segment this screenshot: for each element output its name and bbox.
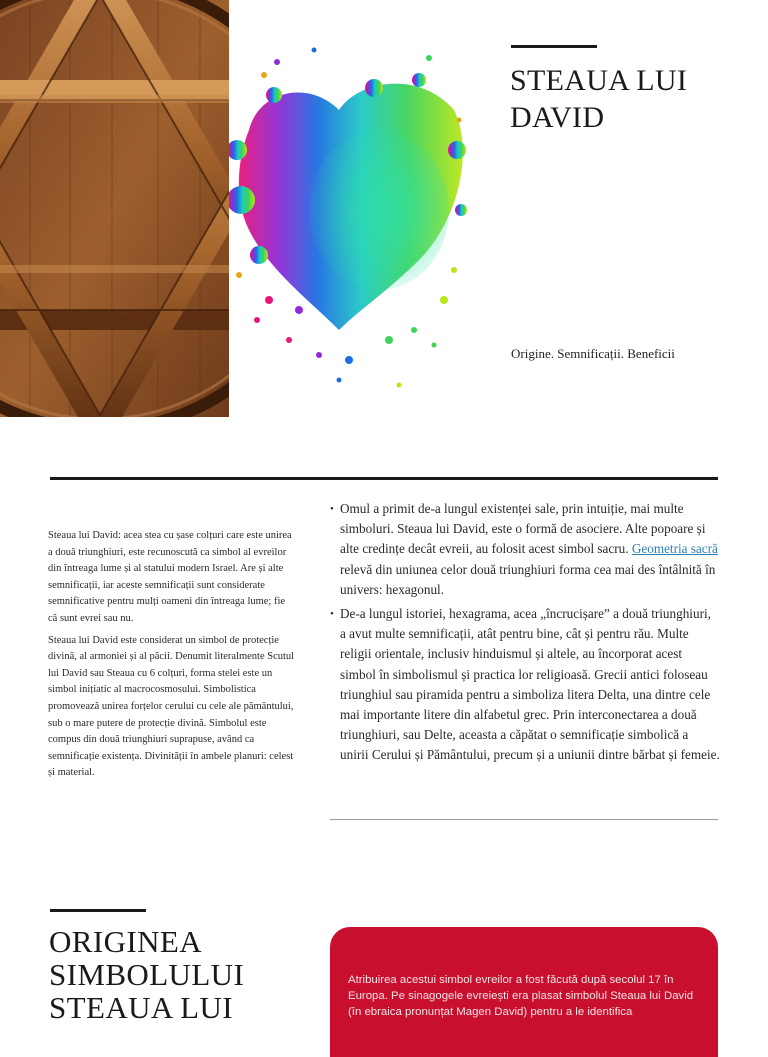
heading-accent-rule [50, 909, 146, 912]
paint-splash-image [229, 0, 469, 417]
bullet-item: • De-a lungul istoriei, hexagrama, acea „încrucișare” a două triunghiuri, a avut multe semnificații, atât pentru bine, cât și pentru rău. Multe religii orientale, inclusiv hinduismul și altele, au încorporat acest simbol în simbolismul și practica lor religioasă. Grecii antici foloseau triunghiul sau piramida pentru a simboliza litera Delta, una dintre cele mai importante litere din alfabetul grec. Prin interconectarea a două triunghiuri, sau Delte, aceasta a căpătat o semnificație simbolică a unirii Cerului și Pământului, precum și a uniunii dintre bărbat și femeie. [330, 604, 720, 766]
section-divider [50, 477, 718, 480]
title-accent-rule [511, 45, 597, 48]
page-subtitle: Origine. Semnificații. Beneficii [511, 346, 675, 361]
section-heading: ORIGINEA SIMBOLULUI STEAUA LUI [49, 924, 245, 1025]
bullet-item [330, 499, 720, 600]
page-title: STEAUA LUI DAVID [510, 64, 688, 134]
intro-paragraph: Steaua lui David este considerat un simbol de protecție divină, al armoniei și al păcii. Denumit literalmente Scutul lui David sau Steaua cu 6 colțuri, forma stelei este un simbol inițiatic al macrocosmosului. Simbolistica promovează unirea forțelor cerului cu cele ale pământului, sub o mare putere de protecție divină. Simbolul este compus din două triunghiuri suprapuse, având ca semnificație existența. Divinității în ambele planuri: celest și material. [48, 634, 295, 779]
highlight-text: Atribuirea acestui simbol evreilor a fost făcută după secolul 17 în Europa. Pe sinagogele evreiești era plasat simbolul Steaua lui David (în ebraica pronunțat Magen David) pentru a le identifica [348, 974, 694, 1019]
rainbow-splash-graphic [229, 0, 469, 417]
highlight-box [330, 927, 718, 1057]
star-of-david-photo [0, 0, 229, 417]
bullet-text: Omul a primit de-a lungul existenței sale, prin intuiție, mai multe simboluri. Steaua lui David, este o formă de asociere. Alte popoare și alte credințe decât evreii, au folosit acest simbol sacru. [340, 501, 706, 557]
sacred-geometry-link[interactable]: Geometria sacră [631, 541, 718, 557]
intro-column [48, 528, 296, 787]
intro-paragraph: Steaua lui David: acea stea cu șase colțuri care este unirea a două triunghiuri, este recunoscută ca simbol al evreilor din întreaga lume și al statului modern Israel. Are și alte semnificații, iar aceste semnificații sunt considerate semnificative pentru mulți oameni din întreaga lume; fie că sunt evrei sau nu. [48, 530, 292, 624]
bullet-list [330, 499, 720, 770]
bullet-text: relevă din uniunea celor două triunghiuri forma cea mai des întâlnită în univers: hexagonul. [340, 561, 716, 597]
bullet-divider [330, 819, 718, 820]
wooden-star-graphic [0, 0, 229, 417]
